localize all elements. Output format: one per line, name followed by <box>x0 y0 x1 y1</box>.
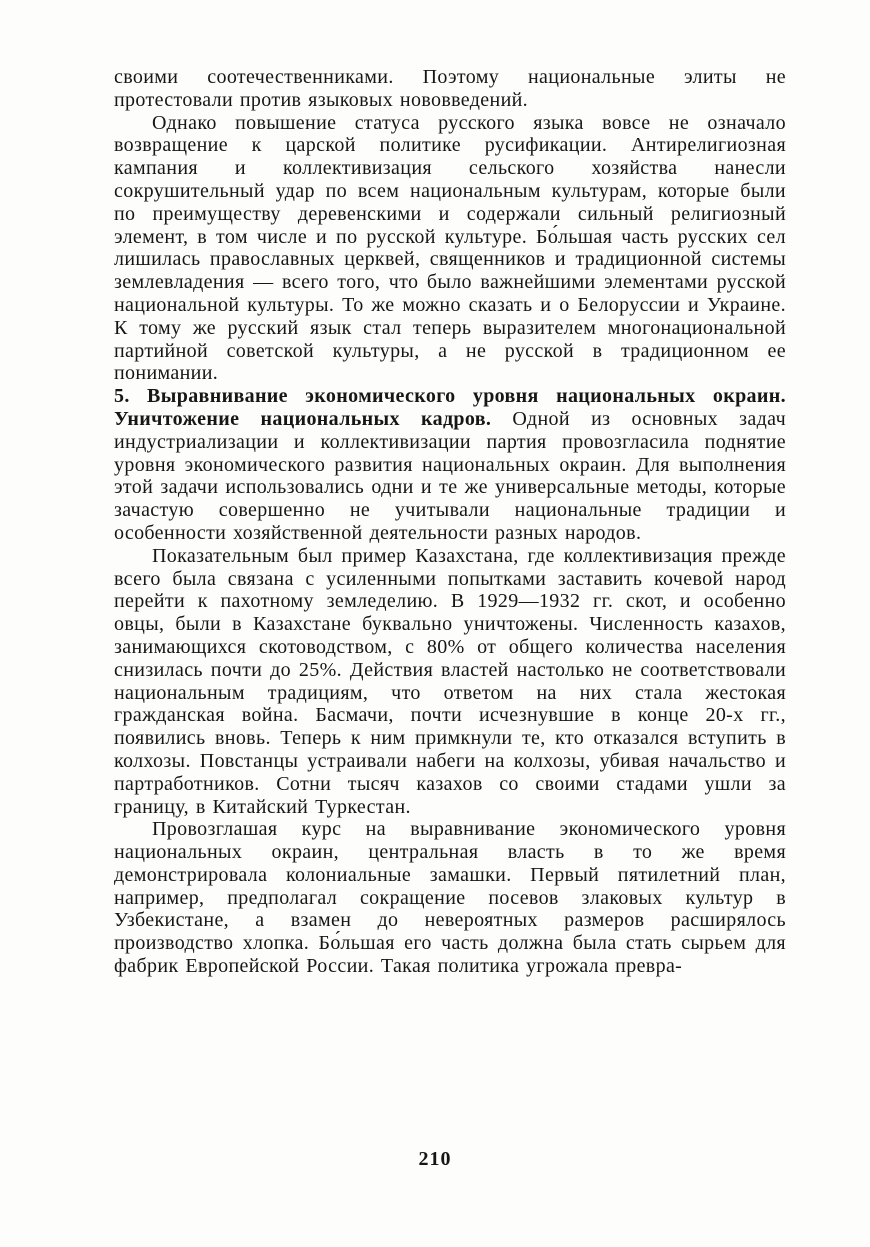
section-heading: 5. Выравнивание экономического уровня национальных окраин. Уничтожение национальных кадров. <box>114 385 786 430</box>
page-text <box>114 66 786 978</box>
page-number: 210 <box>418 1148 452 1170</box>
paragraph-with-section-heading <box>114 385 786 545</box>
paragraph: Однако повышение статуса русского языка вовсе не означало возвращение к царской политике русификации. Антирелигиозная кампания и коллективизация сельского хозяйства нанесли сокрушительный удар по всем национальным культурам, которые были по преимуществу деревенскими и содержали сильный религиозный элемент, в том числе и по русской культуре. Бо́льшая часть русских сел лишилась православных церквей, священников и традиционной системы землевладения — всего того, что было важнейшими элементами русской национальной культуры. То же можно сказать и о Белоруссии и Украине. К тому же русский язык стал теперь выразителем многонациональной партийной советской культуры, а не русской в традиционном ее понимании. <box>114 111 786 385</box>
paragraph-continuation: своими соотечественниками. Поэтому национальные элиты не протестовали против языковых нововведений. <box>114 66 786 111</box>
paragraph: Показательным был пример Казахстана, где коллективизация прежде всего была связана с усиленными попытками заставить кочевой народ перейти к пахотному земледелию. В 1929—1932 гг. скот, и особенно овцы, были в Казахстане буквально уничтожены. Численность казахов, занимающихся скотоводством, с 80% от общего количества населения снизилась почти до 25%. Действия властей настолько не соответствовали национальным традициям, что ответом на них стала жестокая гражданская война. Басмачи, почти исчезнувшие в конце 20-х гг., появились вновь. Теперь к ним примкнули те, кто отказался вступить в колхозы. Повстанцы устраивали набеги на колхозы, убивая начальство и партработников. Сотни тысяч казахов со своими стадами ушли за границу, в Китайский Туркестан. <box>114 544 786 818</box>
paragraph: Провозглашая курс на выравнивание экономического уровня национальных окраин, центральная власть в то же время демонстрировала колониальные замашки. Первый пятилетний план, например, предполагал сокращение посевов злаковых культур в Узбекистане, а взамен до невероятных размеров расширялось производство хлопка. Бо́льшая его часть должна была стать сырьем для фабрик Европейской России. Такая политика угрожала превра- <box>114 818 786 978</box>
paragraph-text: Одной из основных задач индустриализации и коллективизации партия провозгласила поднятие уровня экономического развития национальных окраин. Для выполнения этой задачи использовались одни и те же универсальные методы, которые зачастую совершенно не учитывали национальные традиции и особенности хозяйственной деятельности разных народов. <box>114 407 786 544</box>
